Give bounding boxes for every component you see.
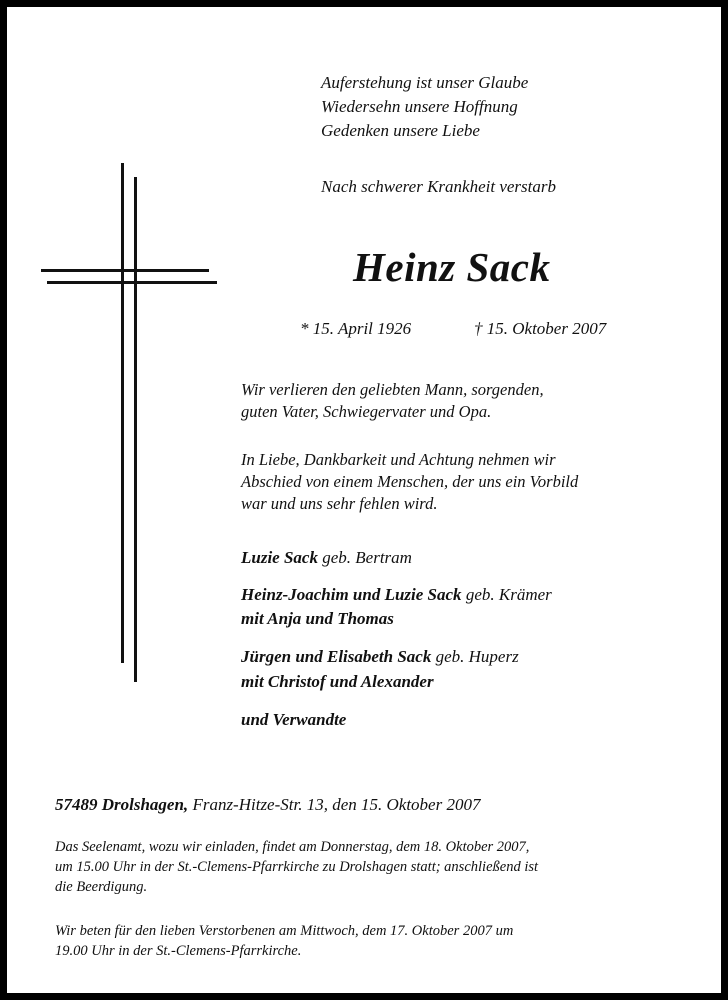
paragraph-line: war und uns sehr fehlen wird. — [241, 494, 438, 513]
birth-date: * 15. April 1926 — [300, 319, 412, 338]
deceased-name: Heinz Sack — [353, 244, 551, 290]
notice-line: 19.00 Uhr in der St.-Clemens-Pfarrkirche. — [55, 943, 302, 959]
paragraph-line: guten Vater, Schwiegervater und Opa. — [241, 402, 492, 421]
family-entry-relatives: und Verwandte — [241, 710, 347, 729]
death-date: † 15. Oktober 2007 — [474, 319, 607, 338]
motto-line-2: Wiedersehn unsere Hoffnung — [321, 97, 518, 116]
notice-line: Wir beten für den lieben Verstorbenen am Mittwoch, dem 17. Oktober 2007 um — [55, 923, 514, 939]
farewell-paragraph-2 — [241, 449, 681, 515]
paragraph-line: In Liebe, Dankbarkeit und Achtung nehmen wir — [241, 450, 556, 469]
farewell-paragraph-1 — [241, 379, 681, 423]
maiden-name: geb. Bertram — [322, 548, 412, 567]
cross-icon — [37, 157, 227, 687]
maiden-name: geb. Krämer — [465, 585, 552, 604]
paragraph-line: Wir verlieren den geliebten Mann, sorgenden, — [241, 380, 544, 399]
motto-line-3: Gedenken unsere Liebe — [321, 121, 480, 140]
notice-line: Das Seelenamt, wozu wir einladen, findet am Donnerstag, dem 18. Oktober 2007, — [55, 839, 530, 855]
notice-line: die Beerdigung. — [55, 879, 148, 895]
family-entry-3-children: mit Christof und Alexander — [241, 672, 434, 691]
family-name: Jürgen und Elisabeth Sack — [241, 647, 432, 666]
family-name: Luzie Sack — [241, 548, 318, 567]
family-entry-3 — [241, 647, 519, 667]
address-place: 57489 Drolshagen, — [55, 795, 189, 814]
family-entry-1 — [241, 548, 412, 568]
family-entry-2 — [241, 585, 552, 605]
notice-line: um 15.00 Uhr in der St.-Clemens-Pfarrkirche zu Drolshagen statt; anschließend ist — [55, 859, 539, 875]
family-name: Heinz-Joachim und Luzie Sack — [241, 585, 462, 604]
address-detail: Franz-Hitze-Str. 13, den 15. Oktober 2007 — [192, 795, 481, 814]
service-notice — [55, 837, 695, 897]
family-entry-2-children: mit Anja und Thomas — [241, 609, 394, 628]
prayer-notice — [55, 921, 695, 961]
address-line — [55, 795, 480, 815]
maiden-name: geb. Huperz — [435, 647, 519, 666]
motto-line-1: Auferstehung ist unser Glaube — [321, 73, 529, 92]
paragraph-line: Abschied von einem Menschen, der uns ein Vorbild — [241, 472, 579, 491]
intro-text: Nach schwerer Krankheit verstarb — [321, 177, 556, 196]
